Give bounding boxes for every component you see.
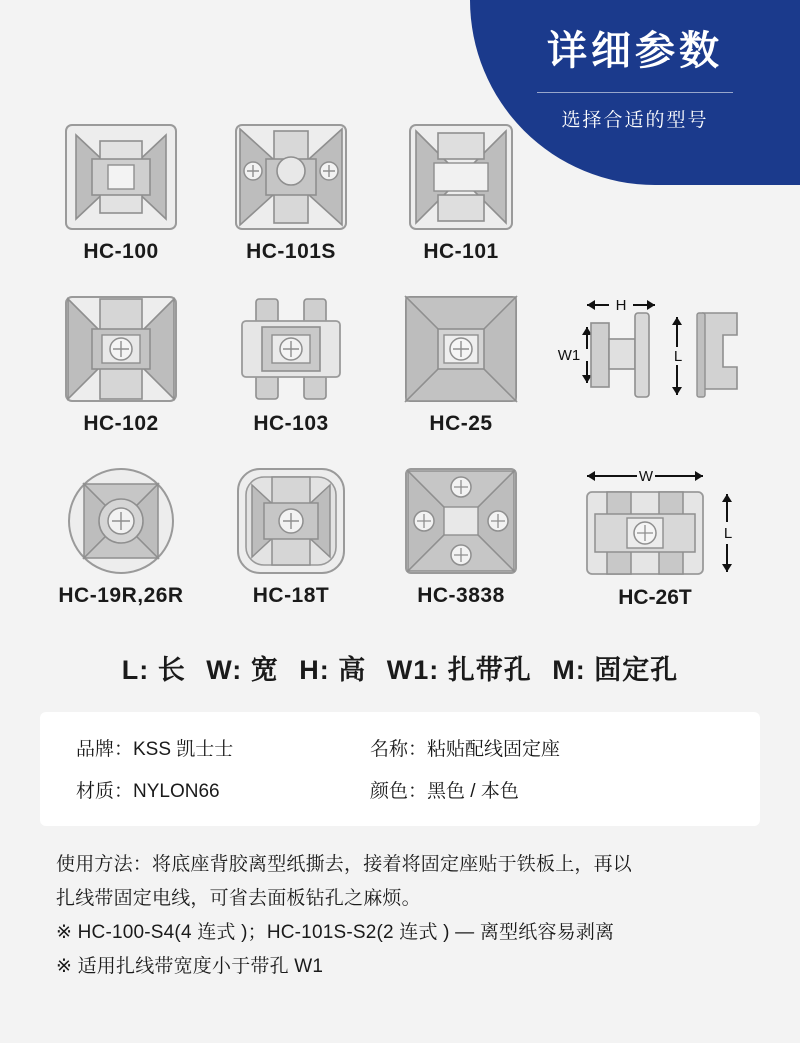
product-model-label: HC-19R,26R: [58, 584, 184, 607]
product-cell-hc102: [36, 290, 206, 436]
product-model-label: HC-101: [423, 240, 499, 263]
product-model-label: HC-101S: [246, 240, 336, 263]
spec-material: 材质：NYLON66: [76, 780, 220, 802]
mount-rounded-square-icon: [223, 462, 359, 580]
svg-text:L: L: [673, 348, 683, 365]
banner-divider: [537, 92, 733, 93]
product-cell-hc100: [36, 118, 206, 264]
mount-four-screw-icon: [393, 462, 529, 580]
usage-line-4: ※ 适用扎线带宽度小于带孔 W1: [56, 956, 324, 977]
product-cell-hc25: [376, 290, 546, 436]
svg-text:W: W: [638, 468, 654, 485]
product-cell-hc101: [376, 118, 546, 264]
mount-two-screw-icon: [223, 118, 359, 236]
product-cell-hc26t: [546, 462, 764, 610]
product-model-label: HC-18T: [252, 584, 330, 607]
product-row: [36, 290, 764, 462]
side-view-dimension-diagram: [550, 290, 760, 412]
product-cell-hc19r26r: [36, 462, 206, 608]
dimension-diagram-side: [546, 290, 764, 412]
banner-content: [470, 26, 800, 132]
svg-text:W1: W1: [557, 347, 581, 364]
product-row: [36, 118, 764, 290]
spec-color: 颜色：黑色 / 本色: [370, 780, 519, 802]
svg-text:H: H: [615, 297, 627, 314]
product-model-label: HC-3838: [417, 584, 505, 607]
legend-item-length: L: 长: [121, 655, 186, 685]
usage-instructions: [56, 848, 756, 984]
spec-row: [40, 726, 760, 768]
mount-center-screw-icon: [53, 290, 189, 408]
product-cell-hc3838: [376, 462, 546, 608]
top-view-dimension-diagram: [550, 462, 760, 584]
mount-round-cross-icon: [53, 462, 189, 580]
product-model-label: HC-100: [83, 240, 159, 263]
product-model-label: HC-25: [429, 412, 493, 435]
svg-text:L: L: [723, 525, 733, 542]
spec-name: 名称：粘贴配线固定座: [370, 738, 561, 760]
spec-row: [40, 768, 760, 810]
product-cell-hc103: [206, 290, 376, 436]
usage-line-1: 使用方法：将底座背胶离型纸撕去，接着将固定座贴于铁板上，再以: [56, 854, 633, 875]
spec-table: [40, 712, 760, 826]
product-cell-hc101s: [206, 118, 376, 264]
legend-item-tie-hole: W1: 扎带孔: [386, 655, 532, 685]
legend-item-width: W: 宽: [206, 655, 279, 685]
mount-bevel-square-icon: [393, 290, 529, 408]
product-row: [36, 462, 764, 634]
mount-double-bar-icon: [223, 290, 359, 408]
legend-item-height: H: 高: [299, 655, 367, 685]
mount-square-open-icon: [53, 118, 189, 236]
product-grid: [36, 118, 764, 634]
spec-brand: 品牌：KSS 凯士士: [76, 738, 234, 760]
mount-open-cross-icon: [393, 118, 529, 236]
product-cell-hc18t: [206, 462, 376, 608]
usage-line-3: ※ HC-100-S4(4 连式 )；HC-101S-S2(2 连式 ) — 离型纸容易剥离: [56, 922, 615, 943]
product-model-label: HC-26T: [618, 586, 692, 609]
dimension-legend: [0, 648, 800, 687]
product-model-label: HC-103: [253, 412, 329, 435]
banner-title: 详细参数: [547, 29, 723, 73]
legend-item-fix-hole: M: 固定孔: [552, 655, 679, 685]
usage-line-2: 扎线带固定电线，可省去面板钻孔之麻烦。: [56, 888, 421, 909]
banner-subtitle: 选择合适的型号: [561, 110, 709, 131]
product-model-label: HC-102: [83, 412, 159, 435]
